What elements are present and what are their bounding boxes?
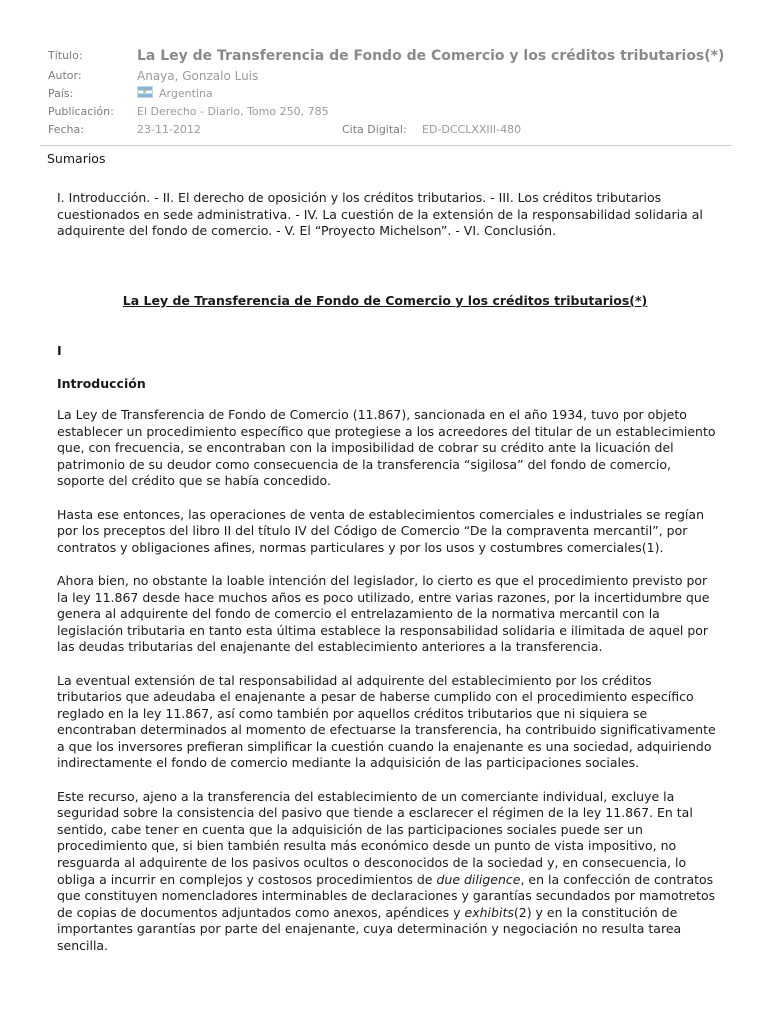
autor-value: Anaya, Gonzalo Luis — [137, 69, 259, 83]
paragraph-2: Hasta ese entonces, las operaciones de venta de establecimientos comerciales e industriales se regían por los preceptos del libro II del título IV del Código de Comercio “De la compraventa mercantil”, por contratos y obligaciones afines, normas particulares y por los usos y costumbres comerciales(1). — [57, 506, 704, 555]
pais-value-wrapper — [137, 85, 213, 103]
meta-row-publicacion — [0, 103, 768, 121]
paragraph-5-part-a: Este recurso, ajeno a la transferencia del establecimiento de un comerciante individual, excluye la seguridad sobre la consistencia del pasivo que tiende a esclarecer el régimen de la ley 11.867. En tal sentido, cabe tener en cuenta que la adquisición de las participaciones sociales puede ser un procedimiento que, si bien también resulta más económico desde un punto de vista impositivo, no resguarda al adquirente de los pasivos ocultos o desconocidos de la sociedad y, en consecuencia, lo obliga a incurrir en complejos y costosos procedimientos de — [57, 788, 693, 887]
pais-label: País: — [48, 87, 74, 100]
pais-value: Argentina — [159, 87, 213, 100]
cita-digital-label: Cita Digital: — [342, 123, 407, 136]
paragraph-5 — [57, 789, 717, 955]
section-number: I — [57, 343, 62, 358]
paragraph-5-part-b: , en la confección de contratos que constituyen nomencladores interminables de declaraciones y garantías secundados por mamotretos de copias de documentos adjuntados como anexos, apéndices y — [57, 871, 716, 920]
article-body — [57, 407, 717, 971]
sumarios-section — [57, 190, 717, 240]
paragraph-1: La Ley de Transferencia de Fondo de Comercio (11.867), sancionada en el año 1934, tuvo por objeto establecer un procedimiento específico que protegiese a los acreedores del titular de un establecimiento que, con frecuencia, se encontraban con la imposibilidad de cobrar su crédito ante la licuación del patrimonio de su deudor como consecuencia de la transferencia “sigilosa” del fondo de comercio, soporte del crédito que se había concedido. — [57, 407, 716, 489]
section-title: Introducción — [57, 376, 146, 391]
titulo-value: La Ley de Transferencia de Fondo de Comercio y los créditos tributarios(*) — [137, 48, 725, 64]
exhibits-term: exhibits — [464, 904, 514, 920]
meta-row-titulo — [0, 47, 768, 67]
paragraph-4: La eventual extensión de tal responsabilidad al adquirente del establecimiento por los créditos tributarios que adeudaba el enajenante a pesar de haberse cumplido con el procedimiento específico reglado en la ley 11.867, así como también por aquellos créditos tributarios que ni siquiera se encontraban determinados al momento de efectuarse la transferencia, ha contribuido significativamente a que los inversores prefieran simplificar la cuestión cuando la enajenante es una sociedad, adquiriendo indirectamente el fondo de comercio mediante la adquisición de las participaciones sociales. — [57, 672, 716, 771]
meta-row-pais — [0, 85, 768, 103]
sumarios-text: I. Introducción. - II. El derecho de oposición y los créditos tributarios. - III. Los créditos tributarios cuestionados en sede administrativa. - IV. La cuestión de la extensión de la responsabilidad solidaria al adquirente del fondo de comercio. - V. El “Proyecto Michelson”. - VI. Conclusión. — [57, 190, 703, 239]
cita-digital-value: ED-DCCLXXIII-480 — [422, 123, 522, 136]
article-title: La Ley de Transferencia de Fondo de Comercio y los créditos tributarios(*) — [122, 293, 648, 308]
header-divider — [40, 145, 732, 146]
paragraph-3: Ahora bien, no obstante la loable intención del legislador, lo cierto es que el procedimiento previsto por la ley 11.867 desde hace muchos años es poco utilizado, entre varias razones, por la incertidumbre que genera al adquirente del fondo de comercio el entrelazamiento de la normativa mercantil con la legislación tributaria en tanto esta última establece la responsabilidad solidaria e ilimitada de aquel por las deudas tributarias del enajenante del establecimiento anteriores a la transferencia. — [57, 572, 710, 655]
due-diligence-term: due diligence — [436, 871, 521, 887]
autor-label: Autor: — [48, 69, 82, 82]
argentina-flag-icon — [137, 86, 153, 98]
fecha-label: Fecha: — [48, 123, 84, 136]
publicacion-label: Publicación: — [48, 105, 114, 118]
paragraph-5-part-c: (2) y en la constitución de importantes garantías por parte del enajenante, cuya determinación y negociación no resulta tarea sencilla. — [57, 904, 682, 953]
titulo-label: Título: — [48, 49, 83, 62]
publicacion-value: El Derecho - Diario, Tomo 250, 785 — [137, 105, 329, 118]
fecha-value: 23-11-2012 — [137, 123, 201, 136]
meta-row-fecha — [0, 121, 768, 139]
meta-row-autor — [0, 67, 768, 85]
sumarios-heading: Sumarios — [47, 151, 106, 166]
